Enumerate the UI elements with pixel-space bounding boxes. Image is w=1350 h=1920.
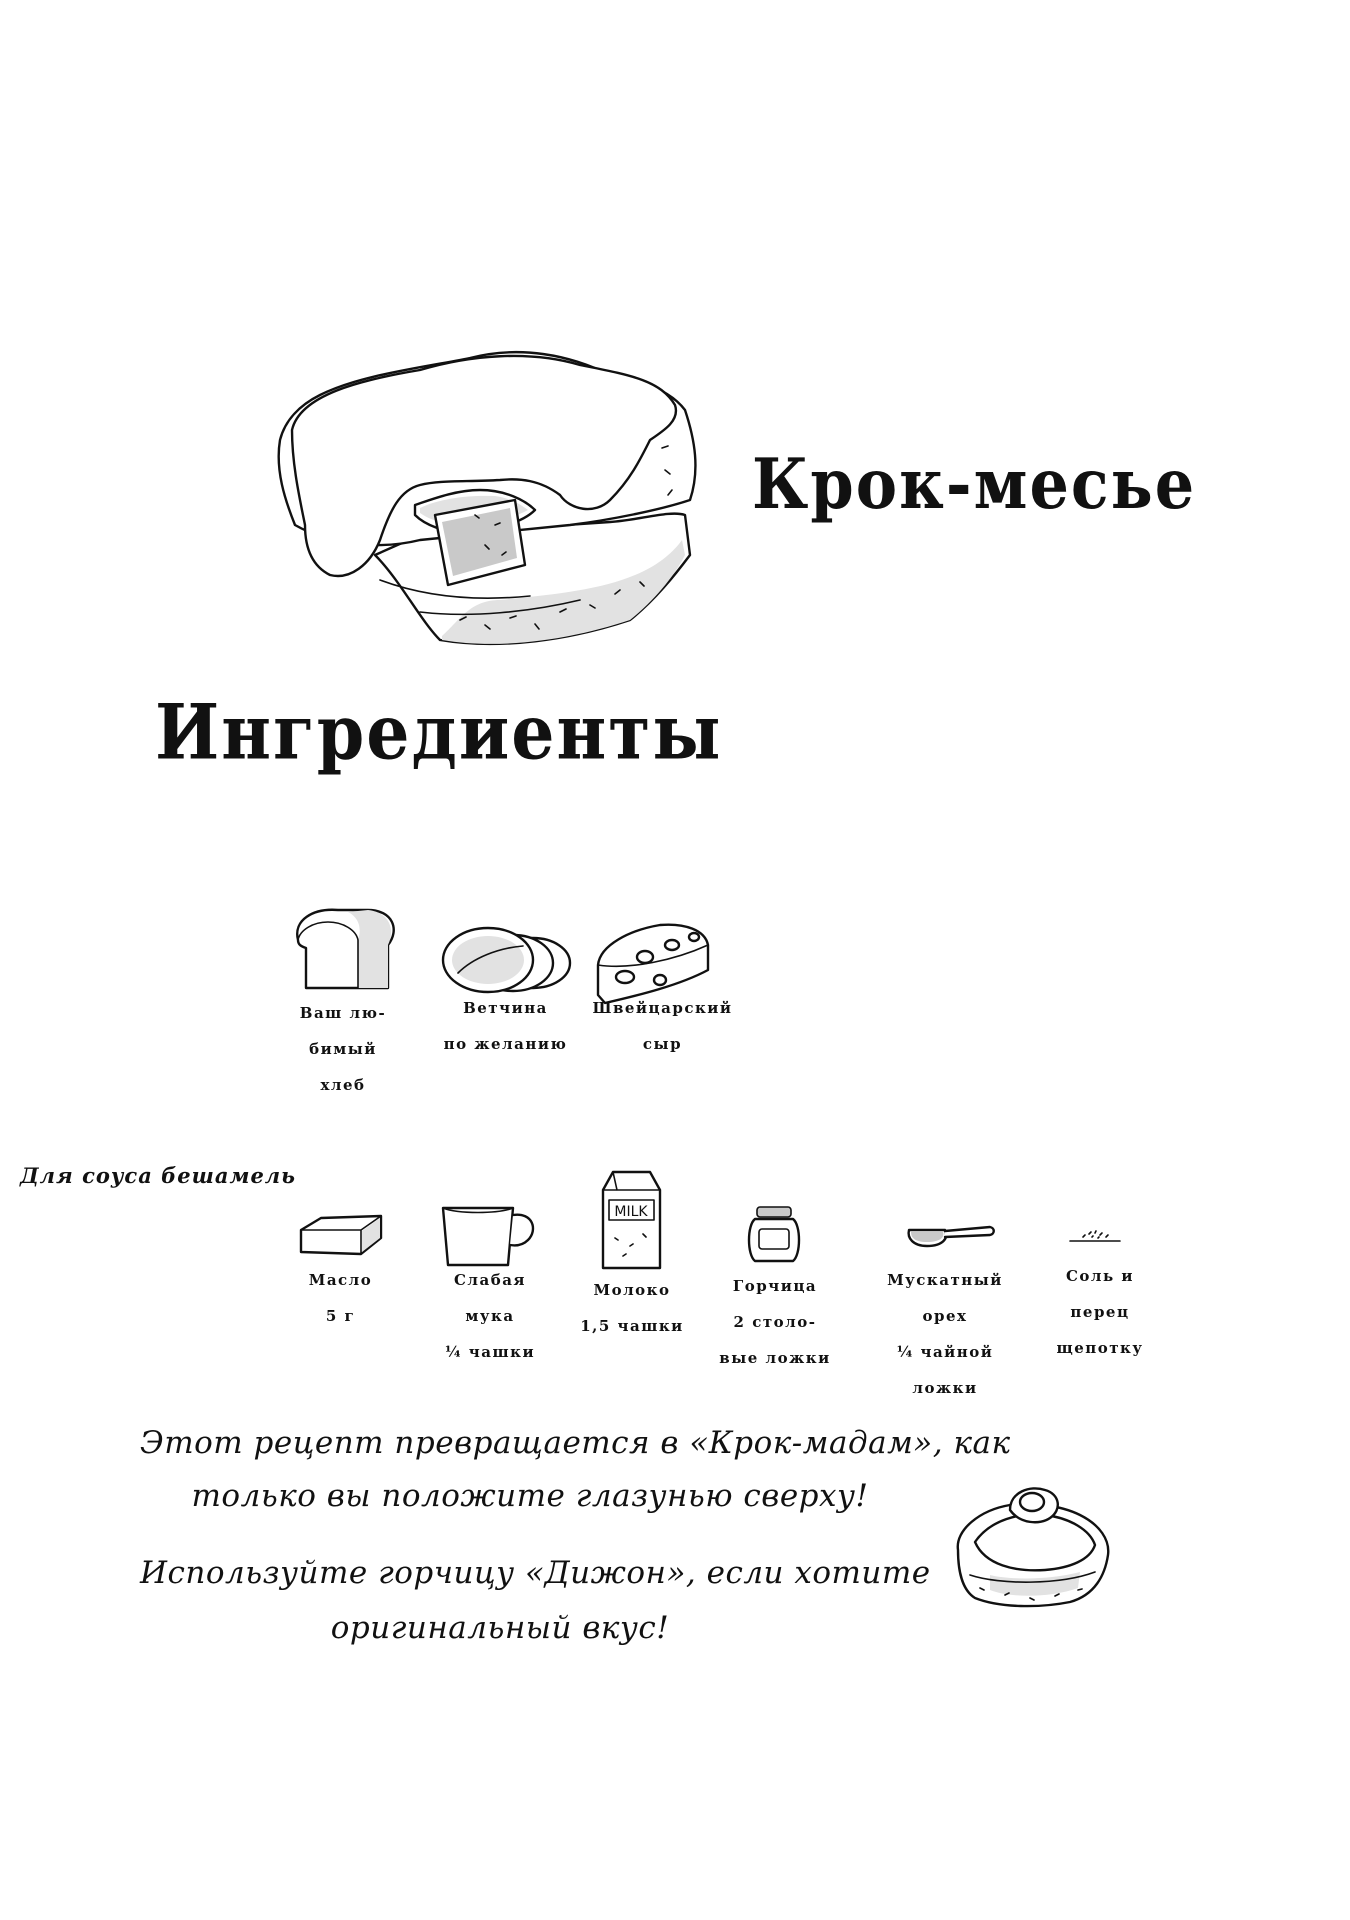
salt-label-line-1: Соль и [1065, 1267, 1135, 1285]
milk-carton-text: MILK [614, 1204, 648, 1220]
sauce-label-nutmeg [870, 1262, 1020, 1406]
butter-label-line-2: 5 г [325, 1307, 356, 1325]
bread-loaf-icon [288, 900, 398, 995]
croque-monsieur-illustration [270, 350, 700, 660]
note-line-1: Этот рецепт превращается в «Крок-мадам», как [140, 1425, 1011, 1461]
mustard-label-line-2: 2 столо- [733, 1313, 817, 1331]
ham-label-line-1: Ветчина [463, 999, 548, 1017]
recipe-title: Крок-месье [752, 443, 1197, 525]
mustard-label-line-3: вые ложки [719, 1349, 831, 1367]
ham-label-line-2: по желанию [443, 1035, 568, 1053]
note-line-4: оригинальный вкус! [330, 1610, 670, 1646]
measuring-spoon-icon [905, 1222, 995, 1252]
butter-label-line-1: Масло [308, 1271, 373, 1289]
sauce-label-milk [567, 1272, 697, 1344]
milk-label-line-1: Молоко [593, 1281, 671, 1299]
flour-label-line-3: ¼ чашки [444, 1343, 536, 1361]
milk-label-line-2: 1,5 чашки [580, 1317, 684, 1335]
mustard-label-line-1: Горчица [732, 1277, 818, 1295]
nutmeg-label-line-1: Мускатный [887, 1271, 1003, 1289]
bread-label-line-2: бимый [309, 1040, 377, 1058]
ingredient-label-ham [428, 990, 583, 1062]
salt-label-line-2: перец [1070, 1303, 1130, 1321]
cheese-label-line-2: сыр [642, 1035, 683, 1053]
note-line-3: Используйте горчицу «Дижон», если хотите [140, 1555, 931, 1591]
ingredient-label-cheese [585, 990, 740, 1062]
ingredients-heading: Ингредиенты [155, 688, 723, 778]
sauce-label-mustard [705, 1268, 845, 1376]
mustard-jar-icon [745, 1205, 805, 1267]
sauce-label-flour [430, 1262, 550, 1370]
nutmeg-label-line-3: ¼ чайной [896, 1343, 994, 1361]
ingredient-label-bread [288, 995, 398, 1103]
flour-label-line-1: Слабая [453, 1271, 527, 1289]
cheese-label-line-1: Швейцарский [592, 999, 733, 1017]
salt-pinch-icon [1065, 1225, 1125, 1245]
butter-icon [296, 1210, 386, 1260]
sauce-heading: Для соуса бешамель [20, 1163, 297, 1188]
flour-cup-icon [438, 1200, 538, 1270]
nutmeg-label-line-4: ложки [912, 1379, 978, 1397]
note-line-2: только вы положите глазунью сверху! [191, 1478, 869, 1514]
salt-label-line-3: щепотку [1056, 1339, 1144, 1357]
nutmeg-label-line-2: орех [922, 1307, 968, 1325]
sauce-label-butter [283, 1262, 398, 1334]
bread-label-line-1: Ваш лю- [299, 1004, 387, 1022]
bread-label-line-3: хлеб [320, 1076, 366, 1094]
milk-carton-icon [595, 1168, 667, 1273]
croque-madame-illustration [950, 1480, 1115, 1610]
ham-slices-icon [438, 918, 573, 998]
flour-label-line-2: мука [465, 1307, 515, 1325]
sauce-label-salt-pepper [1040, 1258, 1160, 1366]
